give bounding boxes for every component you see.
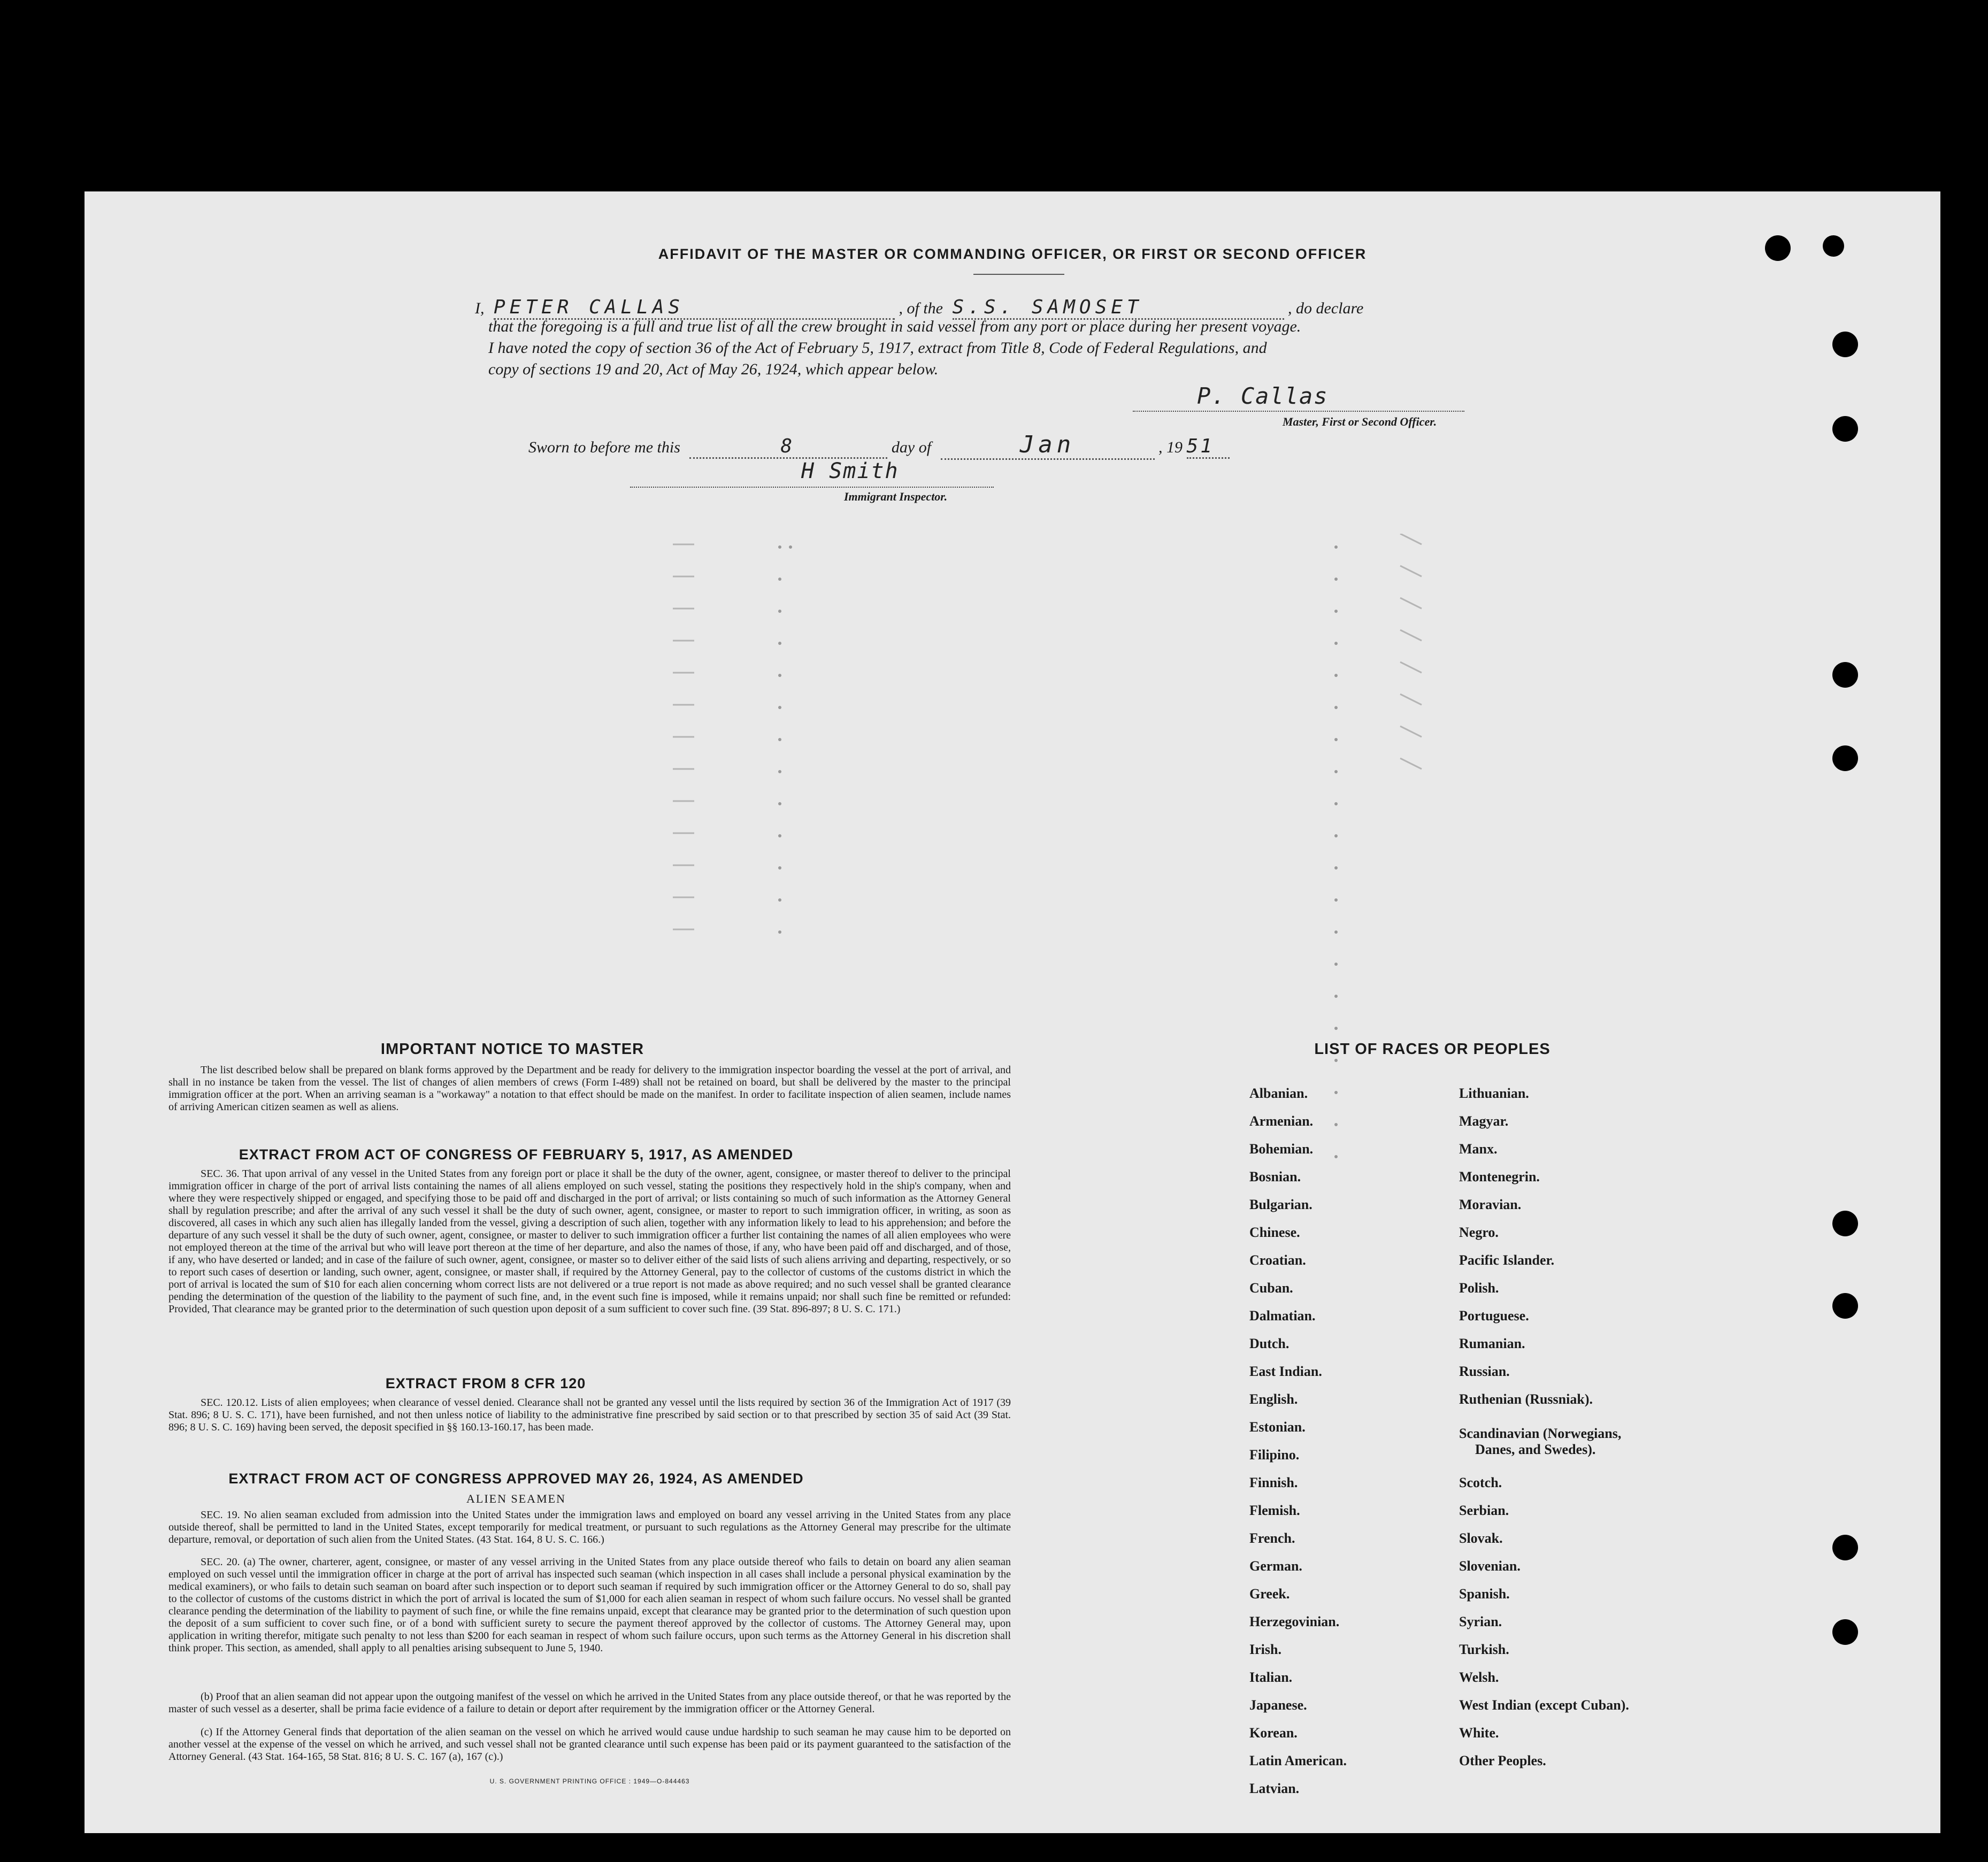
day-of-label: day of (891, 438, 932, 456)
punch-hole (1832, 662, 1858, 688)
race-item: Latin American. (1249, 1753, 1347, 1768)
extract-1924-sec20b: (b) Proof that an alien seaman did not appear upon the outgoing manifest of the vessel on which he arrived in the United States from any place outside thereof, or that he was reported by the master of such vessel as a deserter, shall be prima facie evidence of a failure to detain or deport after requirement by the immigration officer or the Attorney General. (168, 1691, 1011, 1715)
master-signature-line (1133, 411, 1464, 412)
race-item: Irish. (1249, 1642, 1281, 1657)
affidavit-do-declare: , do declare (1288, 299, 1364, 317)
race-item: Other Peoples. (1459, 1753, 1546, 1768)
extract-1924-sec19: SEC. 19. No alien seaman excluded from admission into the United States under the immigration laws and employed on board any vessel arriving in the United States from any place outside thereof, shall be permitted to land in the United States, except temporarily for medical treatment, or pursuant to such regulations as the Attorney General may prescribe for the ultimate departure, removal, or deportation of such alien from the United States. (43 Stat. 164, 8 U. S. C. 166.) (168, 1509, 1011, 1545)
race-item: Polish. (1459, 1280, 1499, 1296)
sworn-line (528, 431, 1230, 460)
punch-hole (1832, 1293, 1858, 1319)
race-item: Bosnian. (1249, 1169, 1301, 1184)
race-item: Turkish. (1459, 1642, 1509, 1657)
affidavit-line-4: copy of sections 19 and 20, Act of May 26, 1924, which appear below. (488, 360, 939, 378)
race-item: Moravian. (1459, 1197, 1522, 1212)
race-item: Italian. (1249, 1669, 1293, 1685)
title-rule (973, 274, 1064, 275)
race-item: West Indian (except Cuban). (1459, 1697, 1629, 1713)
notice-title: IMPORTANT NOTICE TO MASTER (380, 1041, 644, 1058)
race-item: Serbian. (1459, 1503, 1509, 1518)
races-title: LIST OF RACES OR PEOPLES (1314, 1041, 1551, 1058)
day-field: 8 (780, 435, 797, 457)
race-item: Latvian. (1249, 1781, 1300, 1796)
race-item: Dalmatian. (1249, 1308, 1316, 1324)
affidavit-line-3: I have noted the copy of section 36 of the Act of February 5, 1917, extract from Title 8, Code of Federal Regulations, and (488, 339, 1267, 357)
race-item: Scandinavian (Norwegians, (1459, 1426, 1622, 1441)
race-item: Portuguese. (1459, 1308, 1529, 1324)
race-item: Armenian. (1249, 1113, 1314, 1129)
race-item: Syrian. (1459, 1614, 1502, 1629)
notice-body: The list described below shall be prepared on blank forms approved by the Department and be ready for delivery to the immigration inspector boarding the vessel at the port of arrival, and shall in no instance be taken from the vessel. The list of changes of alien members of crews (Form I-489) shall not be retained on board, but shall be delivered by the master to the principal immigration officer at the port. When an arriving seaman is a "workaway" a notation to that effect should be made on the manifest. In order to facilitate inspection of alien seamen, include names of arriving American citizen seamen as well as aliens. (168, 1064, 1011, 1113)
race-item: Danes, and Swedes). (1475, 1442, 1596, 1457)
race-item: Filipino. (1249, 1447, 1300, 1463)
race-item: Croatian. (1249, 1252, 1306, 1268)
race-item: Cuban. (1249, 1280, 1293, 1296)
race-item: Bulgarian. (1249, 1197, 1312, 1212)
punch-hole (1832, 1211, 1858, 1236)
race-item: Finnish. (1249, 1475, 1298, 1490)
race-item: French. (1249, 1530, 1295, 1546)
race-item: Korean. (1249, 1725, 1298, 1741)
extract-1924-title: EXTRACT FROM ACT OF CONGRESS APPROVED MAY 26, 1924, AS AMENDED (228, 1471, 804, 1487)
inspector-signature-line (630, 487, 994, 488)
race-item: Estonian. (1249, 1419, 1306, 1435)
race-item: Montenegrin. (1459, 1169, 1540, 1184)
inspector-signature: H Smith (801, 459, 899, 483)
race-item: Japanese. (1249, 1697, 1307, 1713)
punch-hole (1832, 1535, 1858, 1560)
punch-hole (1832, 1619, 1858, 1645)
race-item: Bohemian. (1249, 1141, 1314, 1157)
race-item: Herzegovinian. (1249, 1614, 1340, 1629)
race-item: Flemish. (1249, 1503, 1300, 1518)
document-sheet (85, 191, 1940, 1833)
extract-cfr-title: EXTRACT FROM 8 CFR 120 (385, 1375, 586, 1391)
extract-1924-sec20a: SEC. 20. (a) The owner, charterer, agent, consignee, or master of any vessel arriving in the United States from any place outside thereof who fails to detain on board any alien seaman employed on such vessel until the immigration officer in charge at the port of arrival has inspected such seaman (which inspection in all cases shall include a personal physical examination by the medical examiners), or who fails to detain such seaman on board after such inspection or to deport such seaman if required by such immigration officer or the Attorney General to do so, shall pay to the collector of customs of the customs district in which the port of arrival is located the sum of $1,000 for each alien seaman in respect of whom such failure occurs. No vessel shall be granted clearance pending the determination of the liability to payment of such fine, or while the fine remains unpaid, except that clearance may be granted prior to the determination of such question upon the deposit of a sum sufficient to cover such fine, or of a bond with sufficient surety to secure the payment thereof approved by the collector of customs. The Attorney General may, upon application in writing therefor, mitigate such penalty to not less than $200 for each seaman in respect of whom such failure occurs, upon such terms as the Attorney General in his discretion shall think proper. This section, as amended, shall apply to all penalties arising subsequent to June 5, 1940. (168, 1556, 1011, 1654)
year-prefix: , 19 (1158, 438, 1183, 456)
punch-hole (1832, 332, 1858, 357)
affidavit-i: I, (475, 299, 485, 317)
race-item: Albanian. (1249, 1086, 1308, 1101)
race-item: Greek. (1249, 1586, 1290, 1602)
race-item: Negro. (1459, 1225, 1499, 1240)
race-item: English. (1249, 1391, 1298, 1407)
race-item: Slovenian. (1459, 1558, 1521, 1574)
inspector-caption: Immigrant Inspector. (844, 490, 948, 503)
extract-1924-sec20c: (c) If the Attorney General finds that deportation of the alien seaman on the vessel on which he arrived would cause undue hardship to such seaman he may cause him to be deported on another vessel at the expense of the vessel on which he arrived, and such vessel shall not be granted clearance until such expense has been paid or its payment guaranteed to the satisfaction of the Attorney General. (43 Stat. 164-165, 58 Stat. 816; 8 U. S. C. 167 (a), 167 (c).) (168, 1726, 1011, 1763)
month-field: Jan (1019, 431, 1076, 458)
affidavit-line-2: that the foregoing is a full and true list of all the crew brought in said vessel from any port or place during her present voyage. (488, 318, 1301, 335)
affidavit-title: AFFIDAVIT OF THE MASTER OR COMMANDING OFFICER, OR FIRST OR SECOND OFFICER (658, 246, 1367, 262)
race-item: East Indian. (1249, 1364, 1322, 1379)
race-item: Pacific Islander. (1459, 1252, 1555, 1268)
punch-hole (1832, 745, 1858, 771)
race-item: White. (1459, 1725, 1499, 1741)
year-field: 51 (1186, 435, 1214, 457)
extract-1924-subtitle: ALIEN SEAMEN (466, 1492, 566, 1505)
race-item: Dutch. (1249, 1336, 1289, 1351)
race-item: Magyar. (1459, 1113, 1509, 1129)
affidavit-line-1 (475, 296, 1363, 320)
extract-1917-body: SEC. 36. That upon arrival of any vessel in the United States from any foreign port or place it shall be the duty of the owner, agent, consignee, or master thereof to deliver to the principal immigration officer in charge of the port of arrival lists containing the names of all aliens employed on such vessel, stating the positions they respectively hold in the ship's company, when and where they were respectively shipped or engaged, and specifying those to be paid off and discharged in the port of arrival; or lists containing so much of such information as the Attorney General shall by regulation prescribe; and after the arrival of any such vessel it shall be the duty of such owner, agent, consignee, or master to report to such immigration officer, in writing, as soon as discovered, all cases in which any such alien has illegally landed from the vessel, giving a description of such alien, together with any information likely to lead to his apprehension; and before the departure of any such vessel it shall be the duty of such owner, agent, consignee, or master to deliver to such immigration officer a further list containing the names of all alien employees who were not employed thereon at the time of the arrival but who will leave port thereon at the time of her departure, and also the names of those, if any, who have been paid off and discharged, and of those, if any, who have deserted or landed; and in case of the failure of such owner, agent, consignee, or master so to deliver either of the said lists of such aliens arriving and departing, respectively, or so to report such cases of desertion or landing, such owner, agent, consignee, or master shall, if required by the Attorney General, pay to the collector of customs of the customs district in which the port of arrival is located the sum of $10 for each alien concerning whom correct lists are not delivered or a true report is not made as above required; and no such vessel shall be granted clearance pending the determination of the question of the liability to the payment of such fine, and, in the event such fine is imposed, while it remains unpaid; nor shall such fine be remitted or refunded: Provided, That clearance may be granted prior to the determination of such question upon deposit of a sum sufficient to cover such fine. (39 Stat. 896-897; 8 U. S. C. 171.) (168, 1168, 1011, 1315)
race-item: Slovak. (1459, 1530, 1503, 1546)
punch-hole (1832, 416, 1858, 442)
extract-cfr-body: SEC. 120.12. Lists of alien employees; when clearance of vessel denied. Clearance shall not be granted any vessel until the lists required by section 36 of the Immigration Act of 1917 (39 Stat. 896; 8 U. S. C. 171), have been furnished, and not then unless notice of liability to the administrative fine prescribed by said section or to that prescribed by section 35 of said Act (39 Stat. 896; 8 U. S. C. 169) having been served, the deposit specified in §§ 160.13-160.17, has been made. (168, 1397, 1011, 1433)
race-item: Ruthenian (Russniak). (1459, 1391, 1593, 1407)
master-caption: Master, First or Second Officer. (1283, 415, 1437, 428)
sworn-label: Sworn to before me this (528, 438, 680, 456)
race-item: Manx. (1459, 1141, 1498, 1157)
printer-imprint: U. S. GOVERNMENT PRINTING OFFICE : 1949—O-844463 (489, 1778, 690, 1785)
race-item: German. (1249, 1558, 1302, 1574)
extract-1917-title: EXTRACT FROM ACT OF CONGRESS OF FEBRUARY 5, 1917, AS AMENDED (239, 1147, 794, 1163)
master-signature: P. Callas (1197, 383, 1329, 409)
affidavit-of-the: , of the (899, 299, 943, 317)
vessel-name-field: S.S. SAMOSET (952, 296, 1143, 318)
race-item: Rumanian. (1459, 1336, 1525, 1351)
race-item: Russian. (1459, 1364, 1510, 1379)
race-item: Welsh. (1459, 1669, 1499, 1685)
master-name-field: PETER CALLAS (494, 296, 685, 318)
race-item: Chinese. (1249, 1225, 1300, 1240)
race-item: Spanish. (1459, 1586, 1510, 1602)
race-item: Lithuanian. (1459, 1086, 1529, 1101)
race-item: Scotch. (1459, 1475, 1502, 1490)
